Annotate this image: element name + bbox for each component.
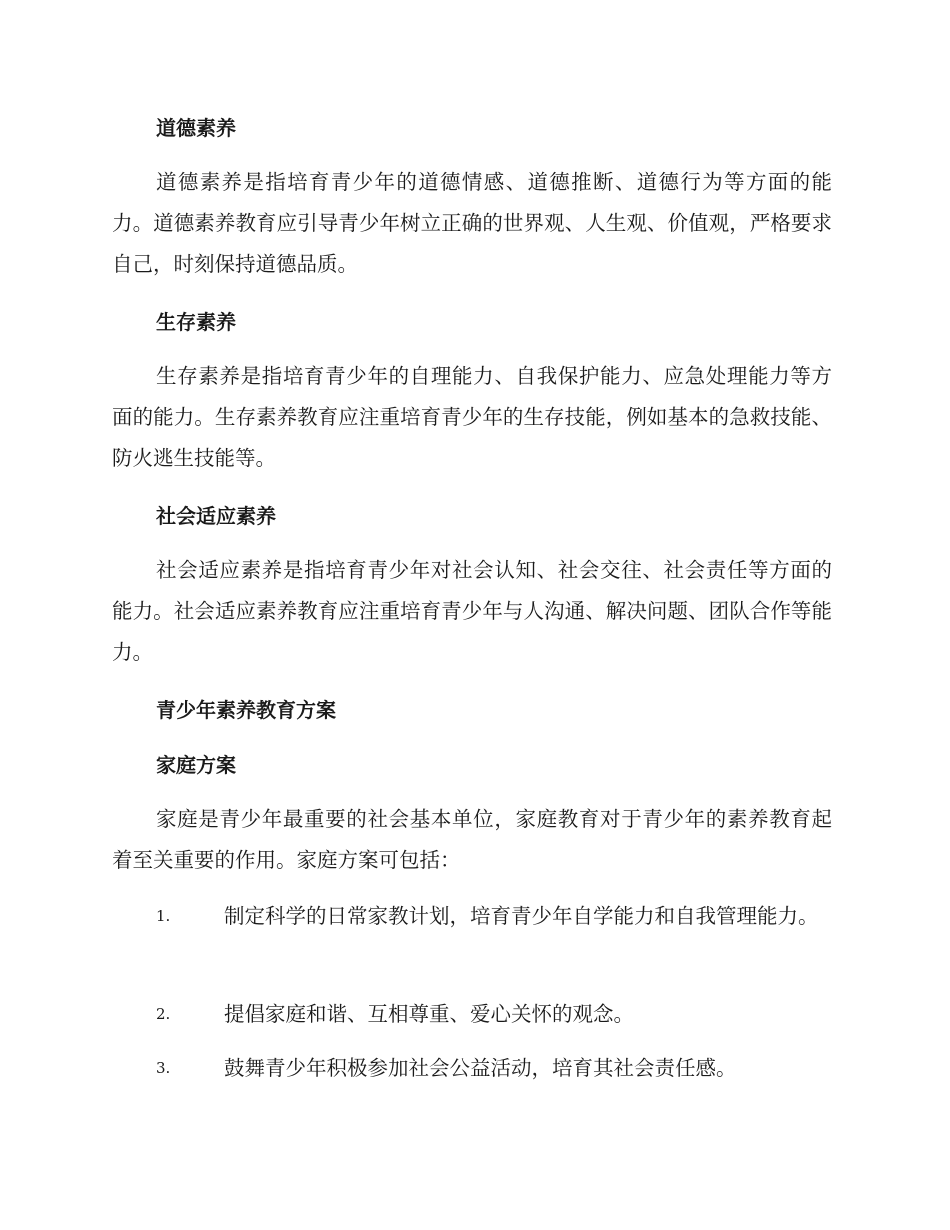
list-item-text: 鼓舞青少年积极参加社会公益活动，培育其社会责任感。 — [224, 1056, 737, 1080]
heading-moral: 道德素养 — [156, 116, 236, 140]
list-item-number: 1. — [156, 907, 171, 925]
heading-survival: 生存素养 — [156, 310, 236, 334]
list-item-text: 制定科学的日常家教计划，培育青少年自学能力和自我管理能力。 — [224, 904, 819, 928]
list-item-number: 3. — [156, 1059, 171, 1077]
paragraph-survival: 生存素养是指培育青少年的自理能力、自我保护能力、应急处理能力等方面的能力。生存素养教育应注重培育青少年的生存技能，例如基本的急救技能、防火逃生技能等。 — [112, 364, 832, 470]
heading-plan: 青少年素养教育方案 — [156, 698, 336, 722]
list-item — [112, 896, 832, 937]
list-item-text: 提倡家庭和谐、互相尊重、爱心关怀的观念。 — [224, 1002, 634, 1026]
paragraph-social: 社会适应素养是指培育青少年对社会认知、社会交往、社会责任等方面的能力。社会适应素养教育应注重培育青少年与人沟通、解决问题、团队合作等能力。 — [112, 558, 832, 664]
heading-social: 社会适应素养 — [156, 504, 276, 528]
list-item-number: 2. — [156, 1005, 171, 1023]
paragraph-family: 家庭是青少年最重要的社会基本单位，家庭教育对于青少年的素养教育起着至关重要的作用。家庭方案可包括： — [112, 807, 832, 872]
list-item — [112, 1048, 832, 1089]
list-item — [112, 994, 832, 1035]
heading-family: 家庭方案 — [156, 753, 236, 777]
paragraph-moral: 道德素养是指培育青少年的道德情感、道德推断、道德行为等方面的能力。道德素养教育应引导青少年树立正确的世界观、人生观、价值观，严格要求自己，时刻保持道德品质。 — [112, 170, 832, 276]
